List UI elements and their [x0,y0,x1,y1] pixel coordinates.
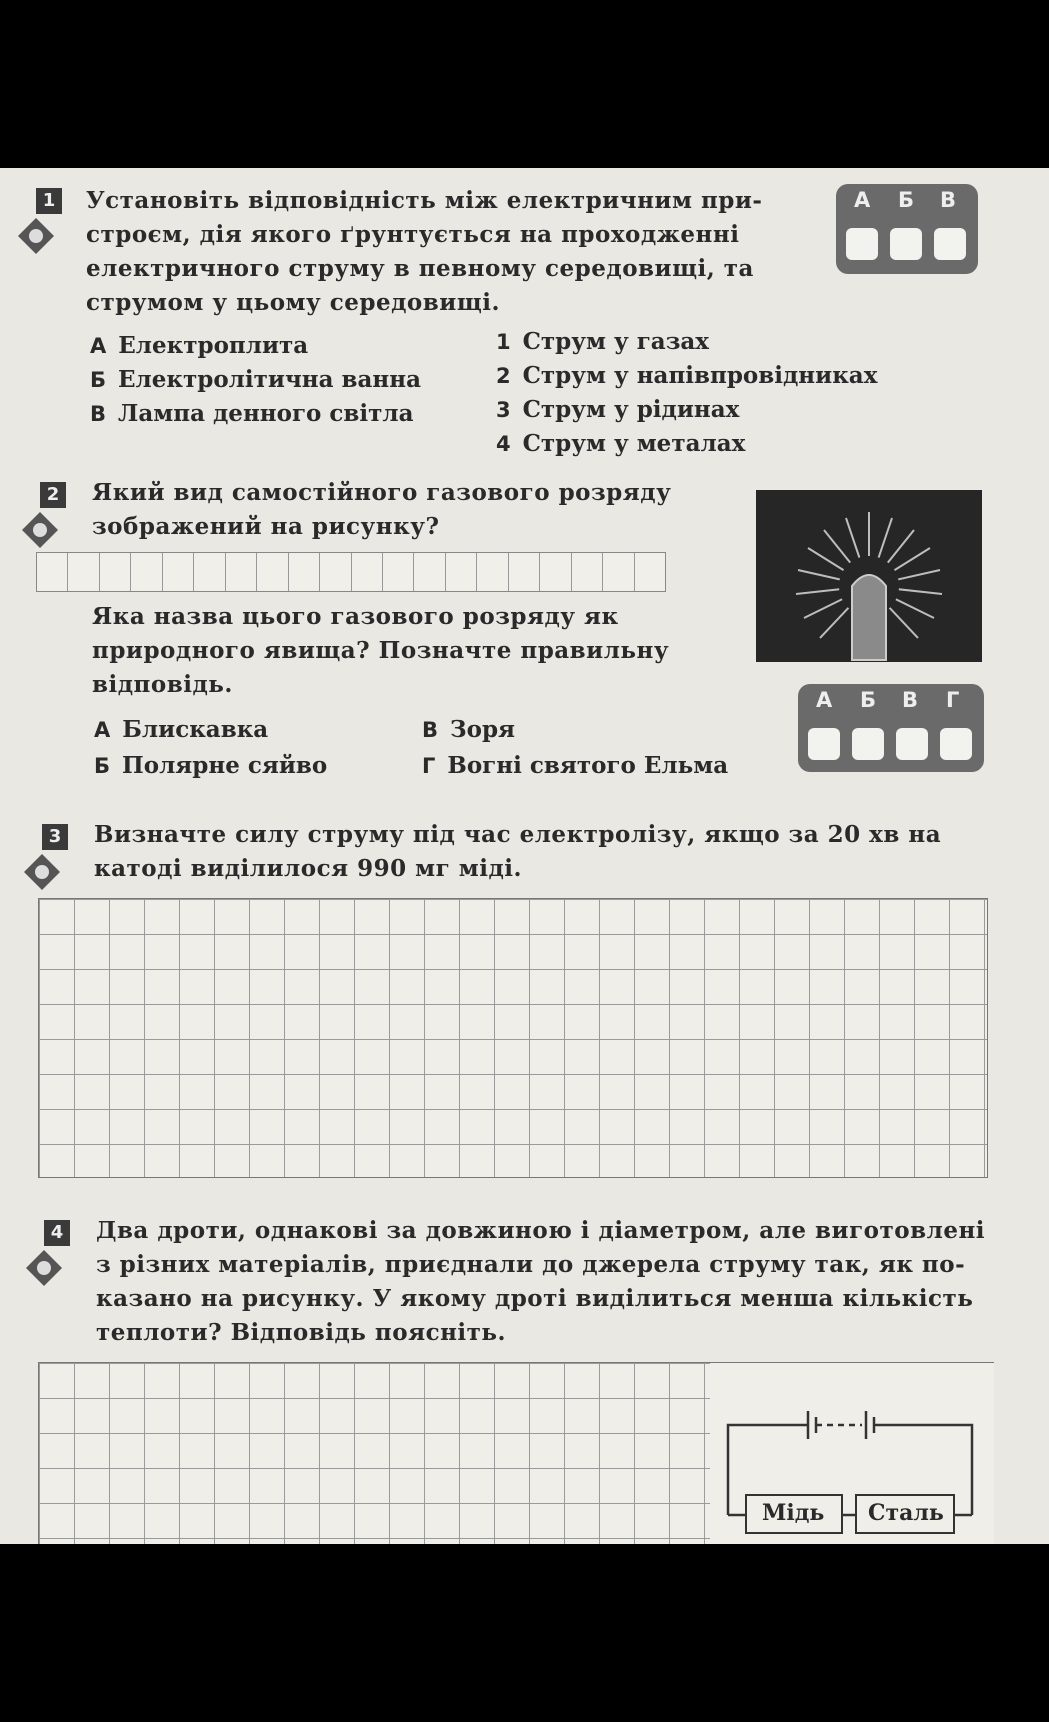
q1-current-4: 4 Струм у металах [496,430,746,457]
answer-cell-b[interactable] [852,728,884,760]
q2-option-d: Г Вогні святого Ельма [422,752,729,779]
answer-cell-d[interactable] [940,728,972,760]
difficulty-diamond-icon [20,510,60,550]
q3-answer-grid[interactable] [38,898,988,1178]
q2-answer-box: А Б В Г [798,684,984,772]
q1-current-2: 2 Струм у напівпровідниках [496,362,878,389]
question-3-number: 3 [42,824,68,850]
answer-cell-a[interactable] [808,728,840,760]
difficulty-diamond-icon [16,216,56,256]
q1-device-c: В Лампа денного світла [90,400,414,427]
gas-discharge-photo [756,490,982,662]
question-1-number: 1 [36,188,62,214]
question-3-text-line2: катоді виділилося 990 мг міді. [94,855,523,882]
question-2-sub-line2: природного явища? Позначте правильну [92,637,670,664]
q1-current-3: 3 Струм у рідинах [496,396,740,423]
question-2-sub-line3: відповідь. [92,671,233,698]
q4-circuit-diagram [710,1362,994,1544]
question-2-text-line1: Який вид самостійного газового розряду [92,479,672,506]
wire-label-copper: Мідь [762,1500,825,1526]
q1-current-1: 1 Струм у газах [496,328,709,355]
difficulty-diamond-icon [24,1248,64,1288]
question-2-text-line2: зображений на рисунку? [92,513,440,540]
q1-device-a: А Електроплита [90,332,309,359]
q1-device-b: Б Електролітична ванна [90,366,421,393]
answer-cell-c[interactable] [896,728,928,760]
difficulty-diamond-icon [22,852,62,892]
question-2-sub-line1: Яка назва цього газового розряду як [92,603,619,630]
answer-cell-c[interactable] [934,228,966,260]
q2-option-c: В Зоря [422,716,516,743]
question-4-number: 4 [44,1220,70,1246]
answer-cell-a[interactable] [846,228,878,260]
q1-answer-box: А Б В [836,184,978,274]
q2-option-a: А Блискавка [94,716,269,743]
worksheet-page: 1 Установіть відповідність між електричним при- строєм, дія якого ґрунтується на проходженні електричного струму в певному середовищі, та струмом у цьому середовищі. А Б В А Електроплита Б Електролітична ванна В Лампа денного світла 1 Струм у газах 2 Струм у напівпровідниках 3 Струм у рідинах 4 Струм у металах 2 Який вид самостійного газового розряду зображений на рисунку? Яка назва цього газового розряду як природного явища? Позначте правильну відповідь. А Блискавка Б Полярне сяйво В Зоря Г Вогні святого Ельма А Б В Г 3 Визначте силу струму під час електролізу, якщо за 20 хв на катоді виділилося 990 мг міді. 4 Два дроти, однакові за довжиною і діаметром, але виготовлені з різних матеріалів, приєднали до джерела струму так, як по- казано на рисунку. У якому дроті виділиться менша кількість теплоти? Відповідь поясніть. Мідь Сталь [0,168,1049,1544]
question-4-text-line1: Два дроти, однакові за довжиною і діаметром, але виготовлені [96,1217,986,1244]
question-2-number: 2 [40,482,66,508]
q2-answer-letter-cells[interactable] [36,552,666,592]
question-4-text-line4: теплоти? Відповідь поясніть. [96,1319,507,1346]
question-4-text-line2: з різних матеріалів, приєднали до джерела струму так, як по- [96,1251,966,1278]
answer-cell-b[interactable] [890,228,922,260]
wire-label-steel: Сталь [868,1500,944,1526]
question-3-text-line1: Визначте силу струму під час електролізу, якщо за 20 хв на [94,821,942,848]
q4-answer-grid[interactable] [38,1362,712,1544]
question-4-text-line3: казано на рисунку. У якому дроті виділиться менша кількість [96,1285,974,1312]
q2-option-b: Б Полярне сяйво [94,752,328,779]
